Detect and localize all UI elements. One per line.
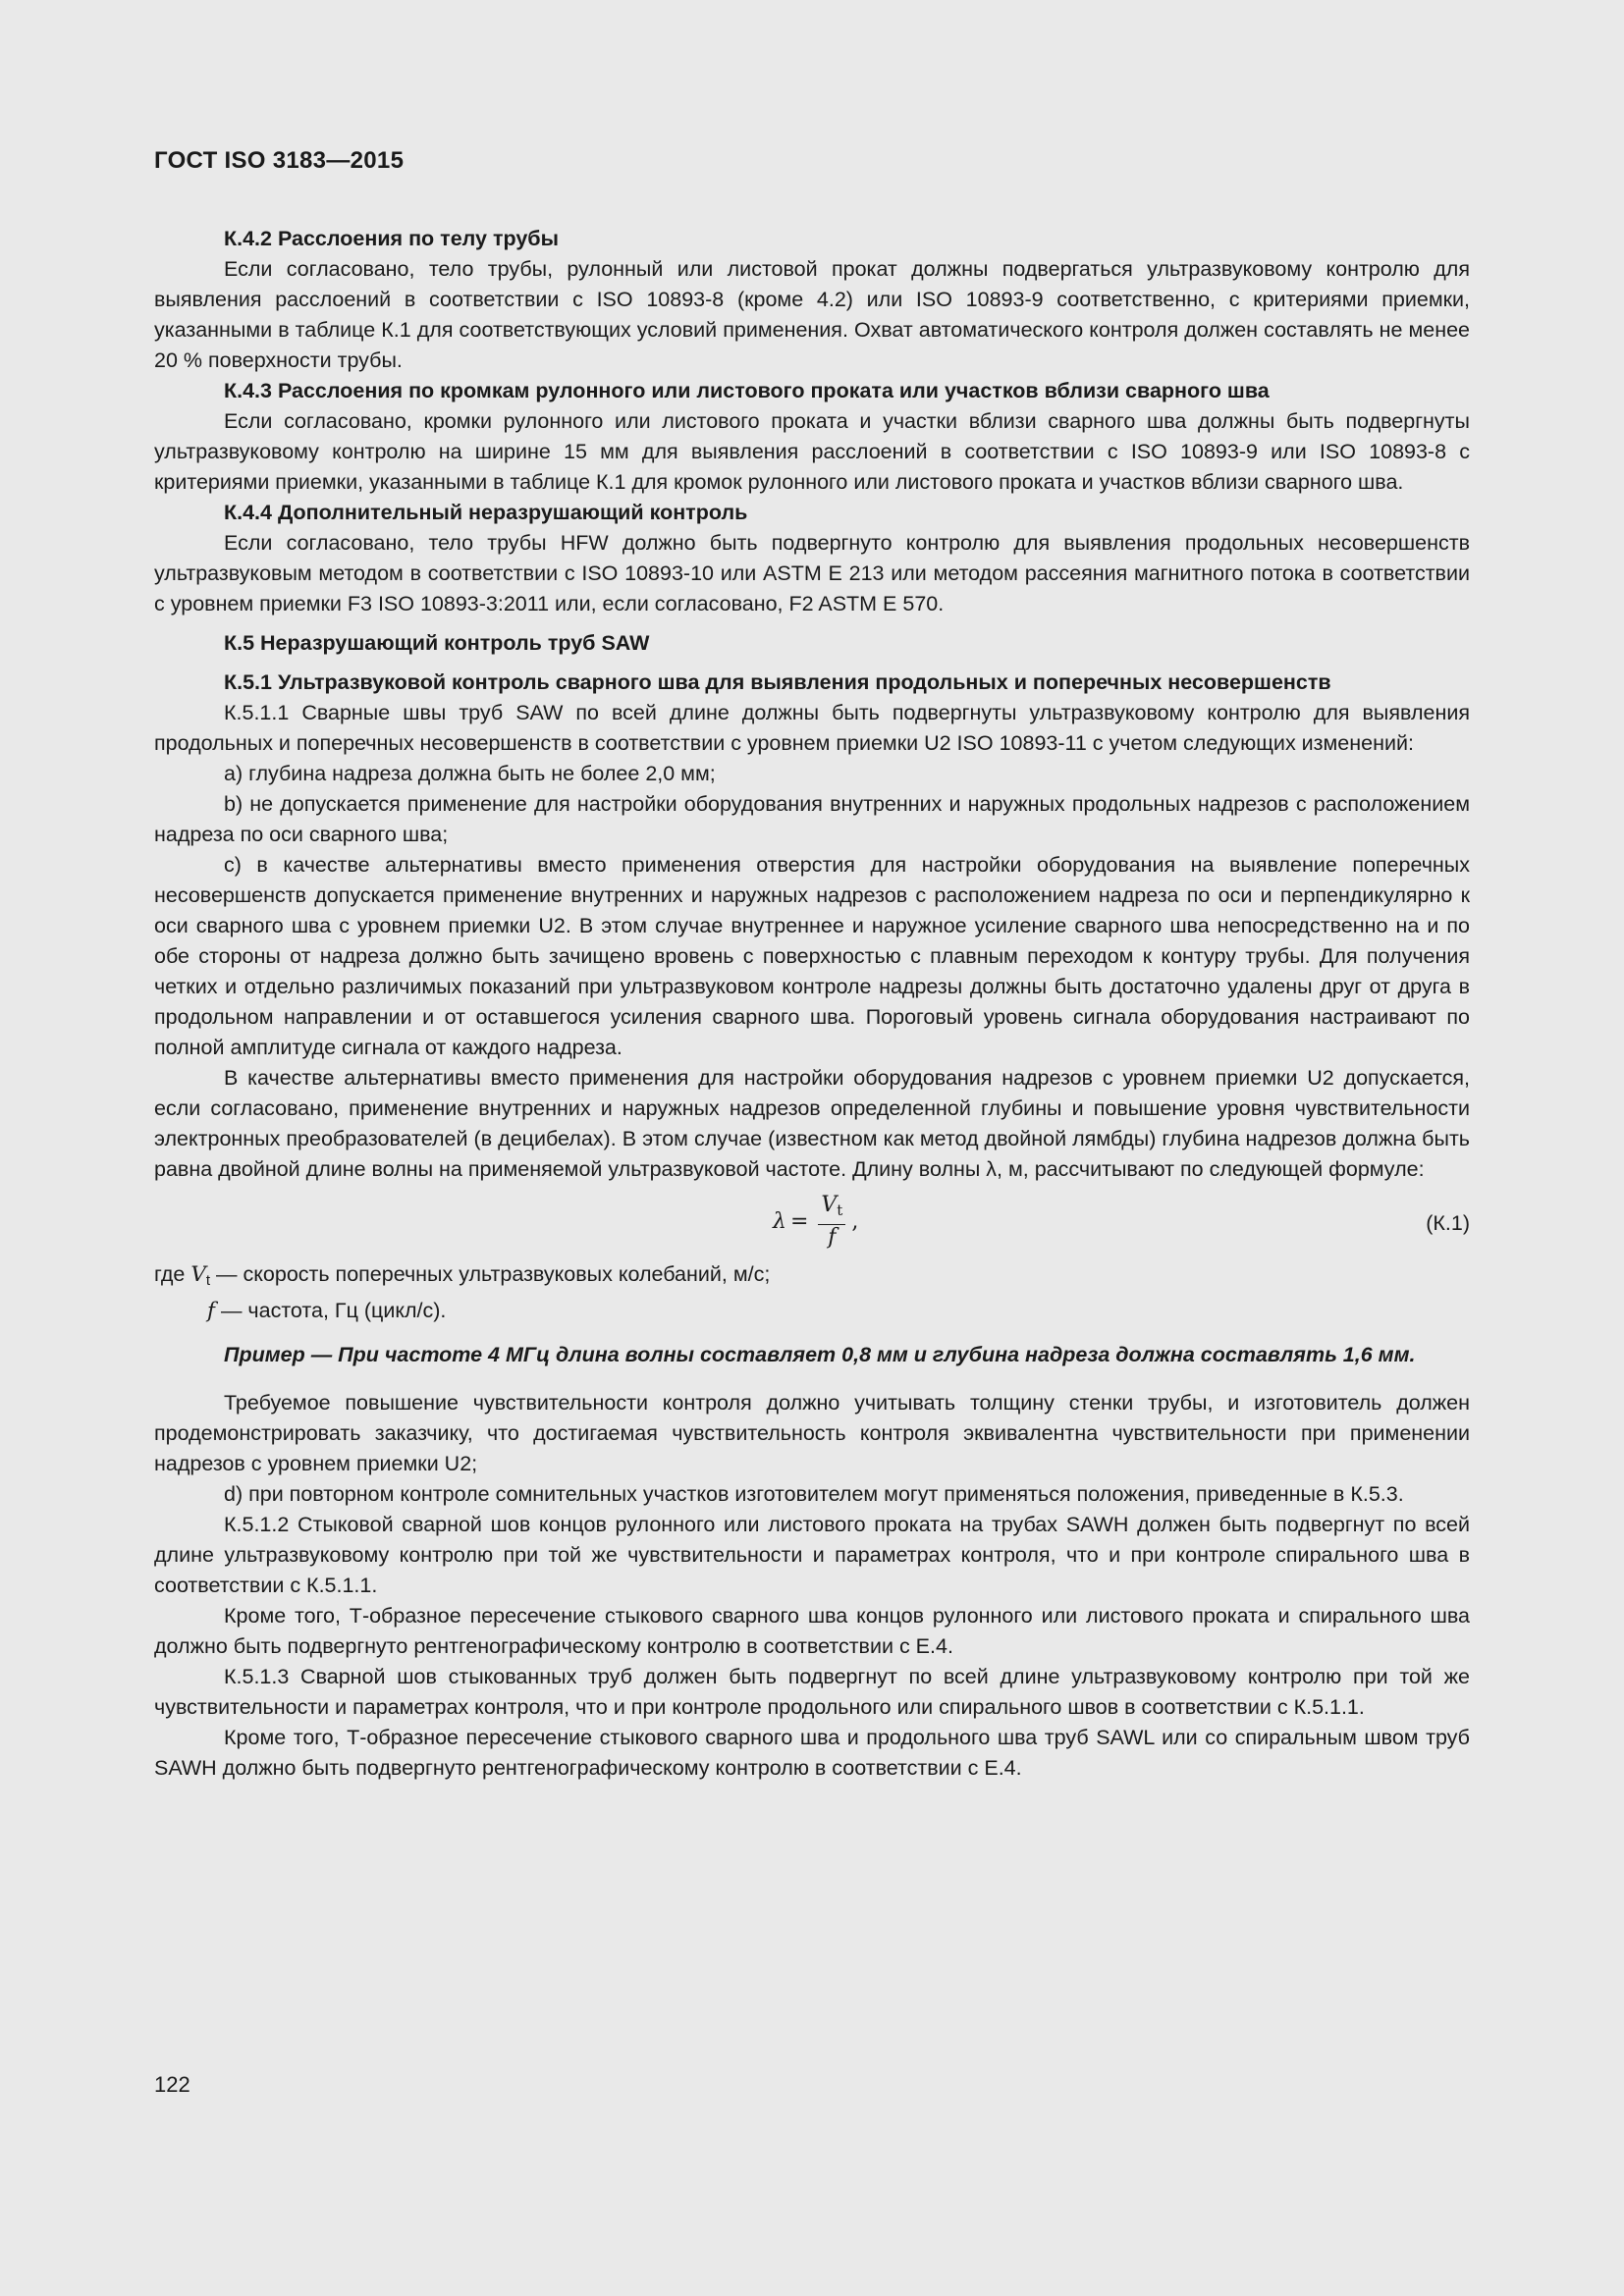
formula-denominator: f bbox=[828, 1225, 837, 1250]
where-f-desc: — частота, Гц (цикл/с). bbox=[214, 1299, 447, 1322]
formula-k1 bbox=[154, 1191, 1470, 1259]
heading-k44: К.4.4 Дополнительный неразрушающий контроль bbox=[224, 501, 748, 524]
where-line-f bbox=[154, 1296, 1470, 1326]
paragraph-k513: К.5.1.3 Сварной шов стыкованных труб должен быть подвергнут по всей длине ультразвуковому контролю при той же чувствительности и параметрах контроля, что и при контроле продольного или спирального швов в соответствии с К.5.1.1. bbox=[154, 1665, 1470, 1719]
paragraph-k513-tjoint: Кроме того, Т-образное пересечение стыкового сварного шва и продольного шва труб SAWL или со спиральным швом труб SAWH должно быть подвергнуто рентгенографическому контролю в соответствии с Е.4. bbox=[154, 1726, 1470, 1780]
heading-k5: К.5 Неразрушающий контроль труб SAW bbox=[224, 631, 650, 655]
paragraph-k512: К.5.1.2 Стыковой сварной шов концов рулонного или листового проката на трубах SAWH должен быть подвергнут по всей длине ультразвуковому контролю при той же чувствительности и параметрах контроля, что и при контроле спирального шва в соответствии с К.5.1.1. bbox=[154, 1513, 1470, 1597]
formula-numerator bbox=[818, 1193, 845, 1225]
paragraph-k43: Если согласовано, кромки рулонного или листового проката и участки вблизи сварного шва должны быть подвергнуты ультразвуковому контролю на ширине 15 мм для выявления расслоений в соответствии с ISO 10893-9 или ISO 10893-8 с критериями приемки, указанными в таблице К.1 для кромок рулонного или листового проката и участков вблизи сварного шва. bbox=[154, 409, 1470, 494]
paragraph-k44: Если согласовано, тело трубы HFW должно быть подвергнуто контролю для выявления продольных несовершенств ультразвуковым методом в соответствии с ISO 10893-10 или ASTM E 213 или методом рассеяния магнитного потока в соответствии с уровнем приемки F3 ISO 10893-3:2011 или, если согласовано, F2 ASTM E 570. bbox=[154, 531, 1470, 615]
formula-num-v: V bbox=[821, 1193, 838, 1217]
formula-expression bbox=[773, 1193, 858, 1251]
heading-k43: К.4.3 Расслоения по кромкам рулонного или листового проката или участков вблизи сварного шва bbox=[224, 379, 1270, 402]
list-item-a: a) глубина надреза должна быть не более 2,0 мм; bbox=[224, 762, 716, 785]
list-item-c: c) в качестве альтернативы вместо применения отверстия для настройки оборудования на выявление поперечных несовершенств допускается применение внутренних и наружных надрезов с расположением надреза по оси и перпендикулярно к оси сварного шва с уровнем приемки U2. В этом случае внутреннее и наружное усиление сварного шва непосредственно на и по обе стороны от надреза должно быть зачищено вровень с поверхностью с плавным переходом к контуру трубы. Для получения четких и отдельно различимых показаний при ультразвуковом контроле надрезы должны быть достаточно удалены друг от друга в продольном направлении и от оставшегося усиления сварного шва. Пороговый уровень сигнала оборудования настраивают по полной амплитуде сигнала от каждого надреза. bbox=[154, 853, 1470, 1059]
equation-number: (К.1) bbox=[1426, 1211, 1470, 1235]
paragraph-k512-tjoint: Кроме того, Т-образное пересечение стыкового сварного шва концов рулонного или листового проката и спирального шва должно быть подвергнуто рентгенографическому контролю в соответствии с Е.4. bbox=[154, 1604, 1470, 1658]
document-header: ГОСТ ISO 3183—2015 bbox=[154, 147, 405, 174]
heading-k51: К.5.1 Ультразвуковой контроль сварного шва для выявления продольных и поперечных несовершенств bbox=[224, 670, 1331, 694]
formula-fraction bbox=[818, 1193, 845, 1251]
list-item-b: b) не допускается применение для настройки оборудования внутренних и наружных продольных надрезов с расположением надреза по оси сварного шва; bbox=[154, 792, 1470, 846]
where-v-sub: t bbox=[205, 1272, 211, 1289]
where-line-v bbox=[154, 1259, 1470, 1296]
where-f-symbol: f bbox=[207, 1299, 215, 1323]
page-number: 122 bbox=[154, 2072, 190, 2097]
document-body bbox=[154, 224, 1470, 1784]
formula-num-sub: t bbox=[837, 1201, 843, 1219]
formula-comma: , bbox=[851, 1209, 859, 1234]
where-v-symbol: V bbox=[190, 1262, 206, 1287]
paragraph-sensitivity: Требуемое повышение чувствительности контроля должно учитывать толщину стенки трубы, и изготовитель должен продемонстрировать заказчику, что достигаемая чувствительность контроля эквивалентна чувствительности при применении надрезов с уровнем приемки U2; bbox=[154, 1391, 1470, 1475]
paragraph-k511: К.5.1.1 Сварные швы труб SAW по всей длине должны быть подвергнуты ультразвуковому контролю для выявления продольных и поперечных несовершенств в соответствии с уровнем приемки U2 ISO 10893-11 с учетом следующих изменений: bbox=[154, 701, 1470, 755]
where-v-desc: — скорость поперечных ультразвуковых колебаний, м/с; bbox=[210, 1262, 771, 1286]
formula-lambda: λ bbox=[773, 1209, 786, 1234]
formula-equals: = bbox=[789, 1209, 809, 1234]
heading-k42: К.4.2 Расслоения по телу трубы bbox=[224, 227, 559, 250]
example-note: Пример — При частоте 4 МГц длина волны составляет 0,8 мм и глубина надреза должна составлять 1,6 мм. bbox=[224, 1343, 1416, 1366]
paragraph-double-lambda: В качестве альтернативы вместо применения для настройки оборудования надрезов с уровнем приемки U2 допускается, если согласовано, применение внутренних и наружных надрезов определенной глубины и повышение уровня чувствительности электронных преобразователей (в децибелах). В этом случае (известном как метод двойной лямбды) глубина надрезов должна быть равна двойной длине волны на применяемой ультразвуковой частоте. Длину волны λ, м, рассчитывают по следующей формуле: bbox=[154, 1066, 1470, 1181]
paragraph-k42: Если согласовано, тело трубы, рулонный или листовой прокат должны подвергаться ультразвуковому контролю для выявления расслоений в соответствии с ISO 10893-8 (кроме 4.2) или ISO 10893-9 соответственно, с критериями приемки, указанными в таблице К.1 для соответствующих условий применения. Охват автоматического контроля должен составлять не менее 20 % поверхности трубы. bbox=[154, 257, 1470, 372]
list-item-d: d) при повторном контроле сомнительных участков изготовителем могут применяться положения, приведенные в К.5.3. bbox=[224, 1482, 1404, 1506]
where-lead: где bbox=[154, 1262, 191, 1286]
